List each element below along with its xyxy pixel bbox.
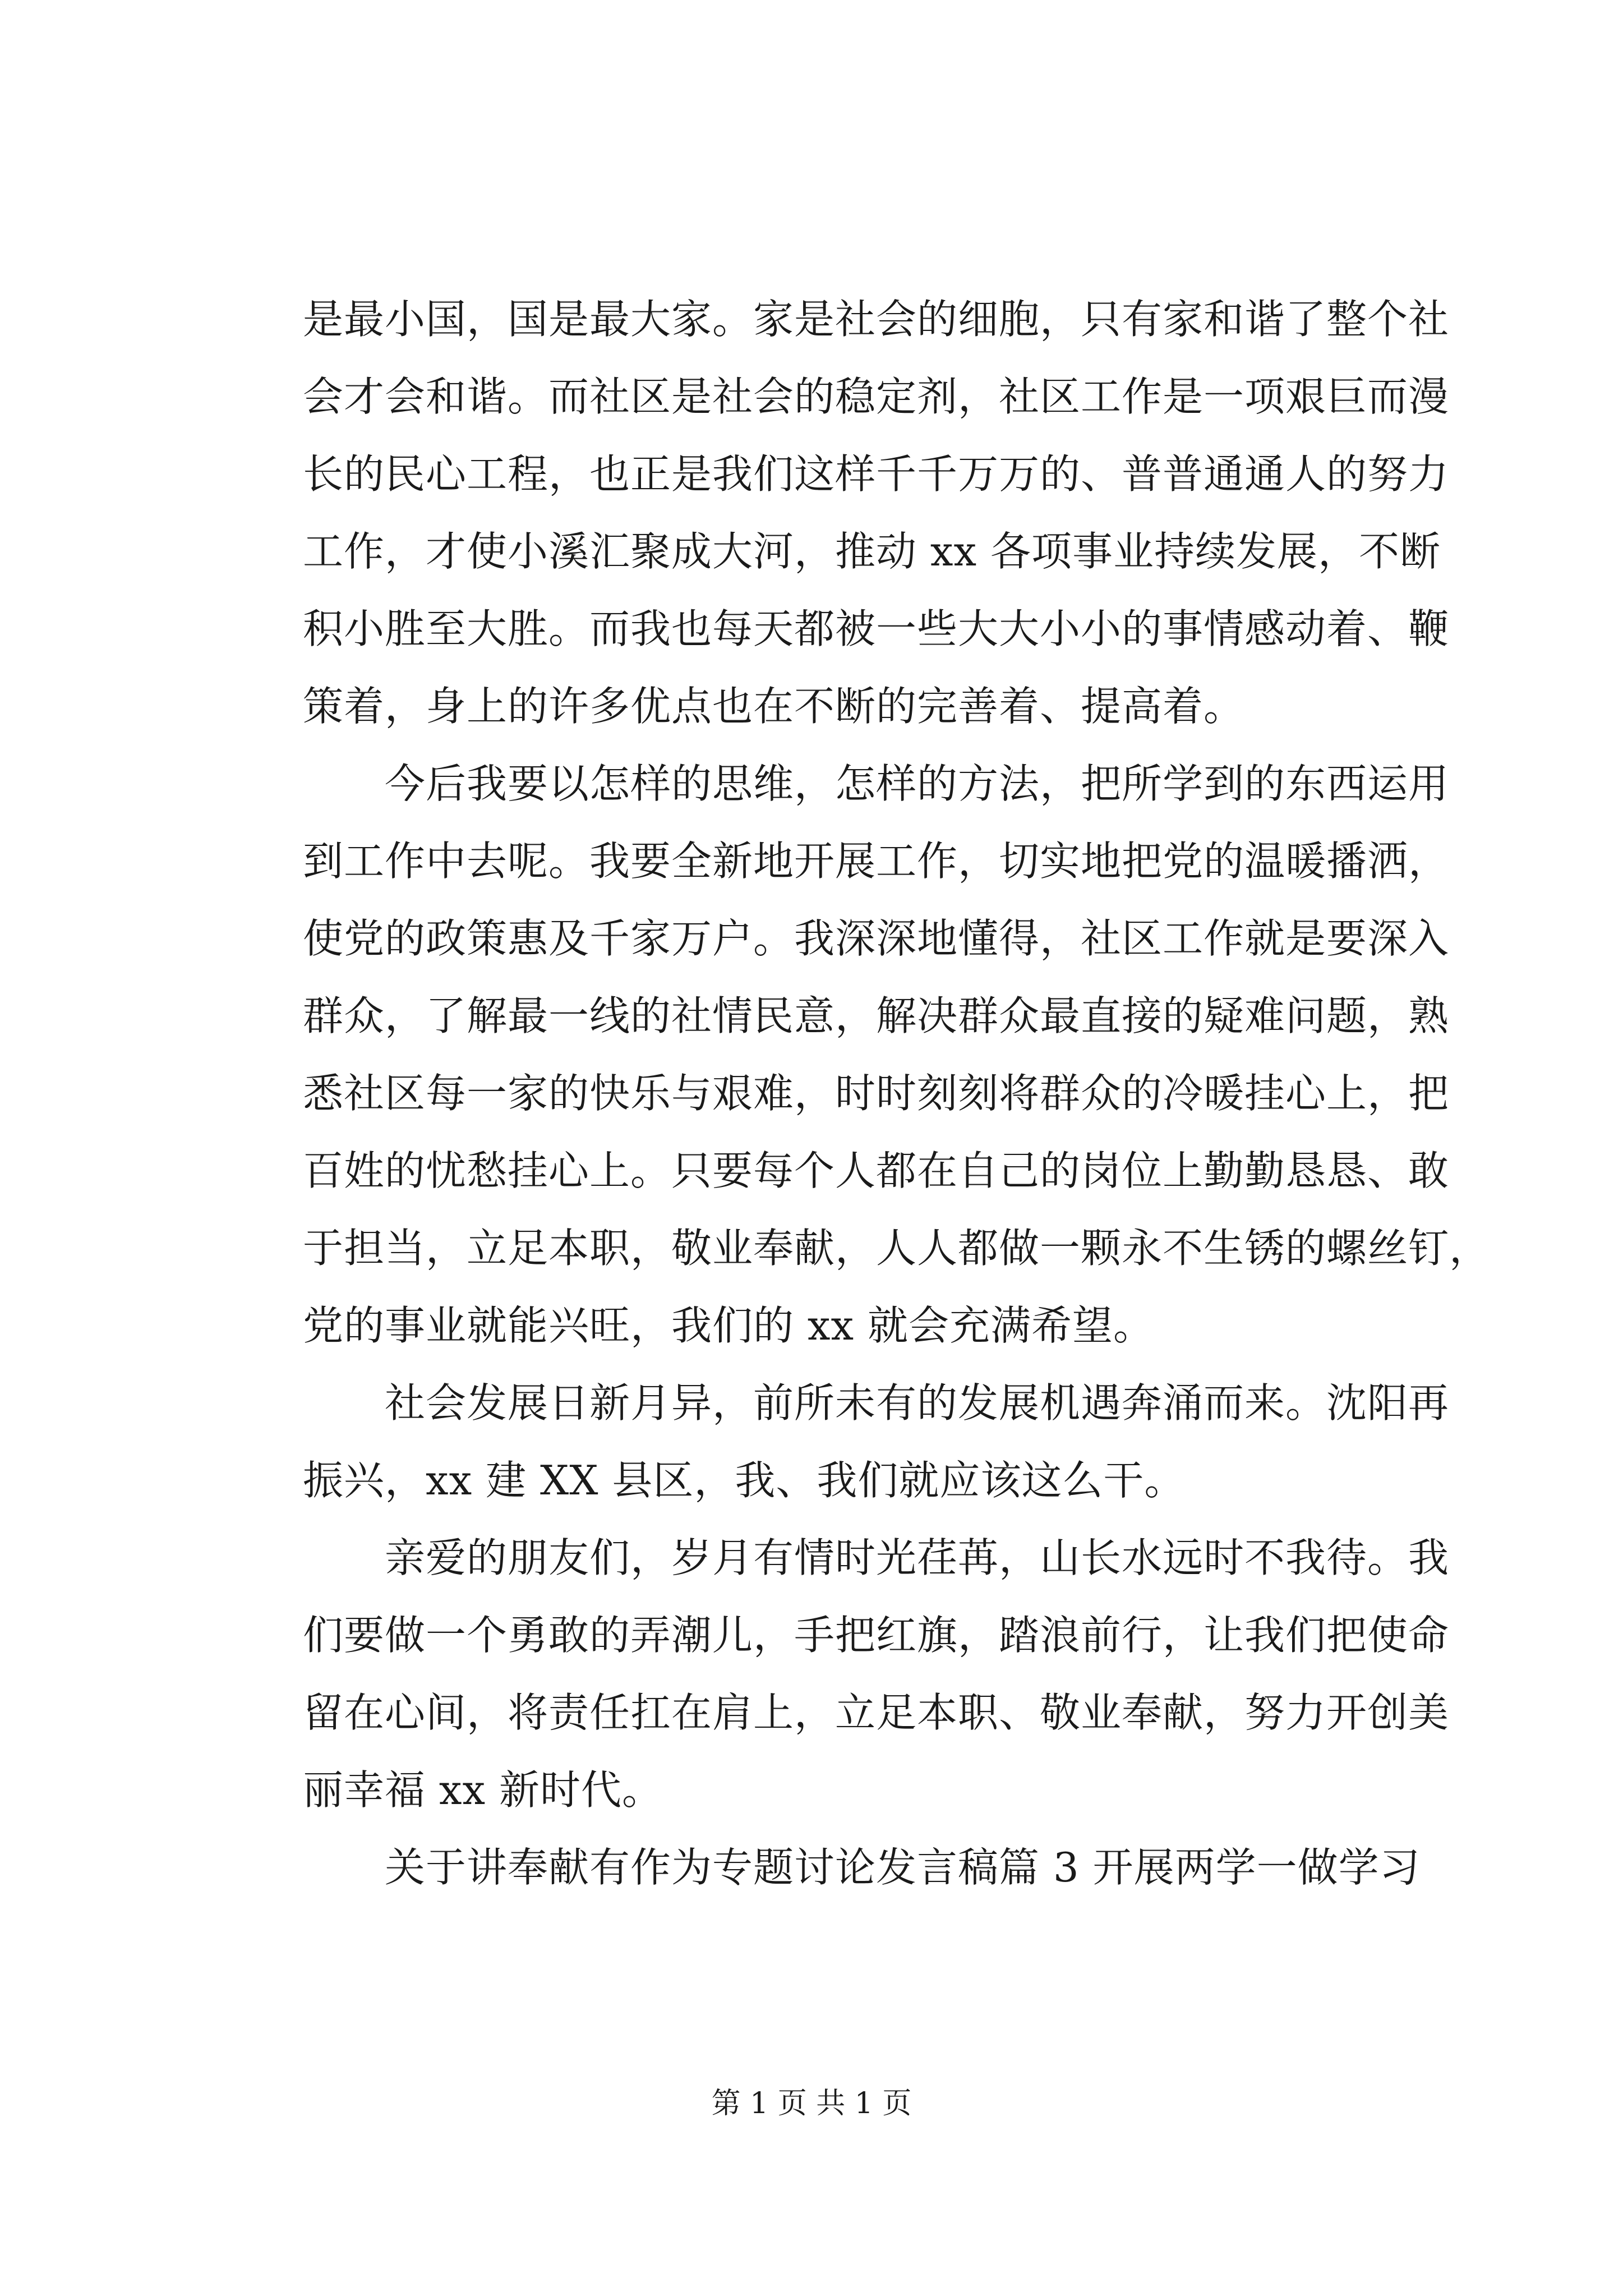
paragraph-line: 使党的政策惠及千家万户。我深深地懂得，社区工作就是要深入 bbox=[303, 915, 1450, 962]
paragraph-line: 群众，了解最一线的社情民意，解决群众最直接的疑难问题，熟 bbox=[303, 992, 1450, 1039]
paragraph-line: 们要做一个勇敢的弄潮儿，手把红旗，踏浪前行，让我们把使命 bbox=[303, 1612, 1450, 1659]
paragraph-line: 到工作中去呢。我要全新地开展工作，切实地把党的温暖播洒， bbox=[303, 838, 1450, 885]
paragraph-line: 悉社区每一家的快乐与艰难，时时刻刻将群众的冷暖挂心上，把 bbox=[303, 1070, 1450, 1117]
body-text bbox=[303, 296, 1491, 1922]
paragraph-line: 社会发展日新月异，前所未有的发展机遇奔涌而来。沈阳再 bbox=[385, 1379, 1450, 1427]
paragraph-line: 百姓的忧愁挂心上。只要每个人都在自己的岗位上勤勤恳恳、敢 bbox=[303, 1147, 1450, 1194]
paragraph-line: 今后我要以怎样的思维，怎样的方法，把所学到的东西运用 bbox=[385, 760, 1450, 807]
paragraph-line: 于担当，立足本职，敬业奉献，人人都做一颗永不生锈的螺丝钉， bbox=[303, 1225, 1491, 1272]
paragraph-line: 振兴，xx 建 XX 县区，我、我们就应该这么干。 bbox=[303, 1457, 1186, 1504]
paragraph-line: 会才会和谐。而社区是社会的稳定剂，社区工作是一项艰巨而漫 bbox=[303, 373, 1450, 420]
paragraph-line: 丽幸福 xx 新时代。 bbox=[303, 1766, 663, 1814]
paragraph-line: 关于讲奉献有作为专题讨论发言稿篇 3 开展两学一做学习 bbox=[385, 1844, 1421, 1891]
paragraph-line: 策着，身上的许多优点也在不断的完善着、提高着。 bbox=[303, 683, 1245, 730]
paragraph-line: 工作，才使小溪汇聚成大河，推动 xx 各项事业持续发展，不断 bbox=[303, 528, 1441, 575]
page-footer: 第 1 页 共 1 页 bbox=[711, 2087, 912, 2120]
paragraph-line: 积小胜至大胜。而我也每天都被一些大大小小的事情感动着、鞭 bbox=[303, 605, 1450, 652]
paragraph-line: 党的事业就能兴旺，我们的 xx 就会充满希望。 bbox=[303, 1302, 1154, 1349]
paragraph-line: 留在心间，将责任扛在肩上，立足本职、敬业奉献，努力开创美 bbox=[303, 1689, 1450, 1736]
paragraph-line: 亲爱的朋友们，岁月有情时光荏苒，山长水远时不我待。我 bbox=[385, 1534, 1450, 1581]
paragraph-line: 长的民心工程，也正是我们这样千千万万的、普普通通人的努力 bbox=[303, 450, 1450, 498]
paragraph-line: 是最小国，国是最大家。家是社会的细胞，只有家和谐了整个社 bbox=[303, 296, 1450, 343]
